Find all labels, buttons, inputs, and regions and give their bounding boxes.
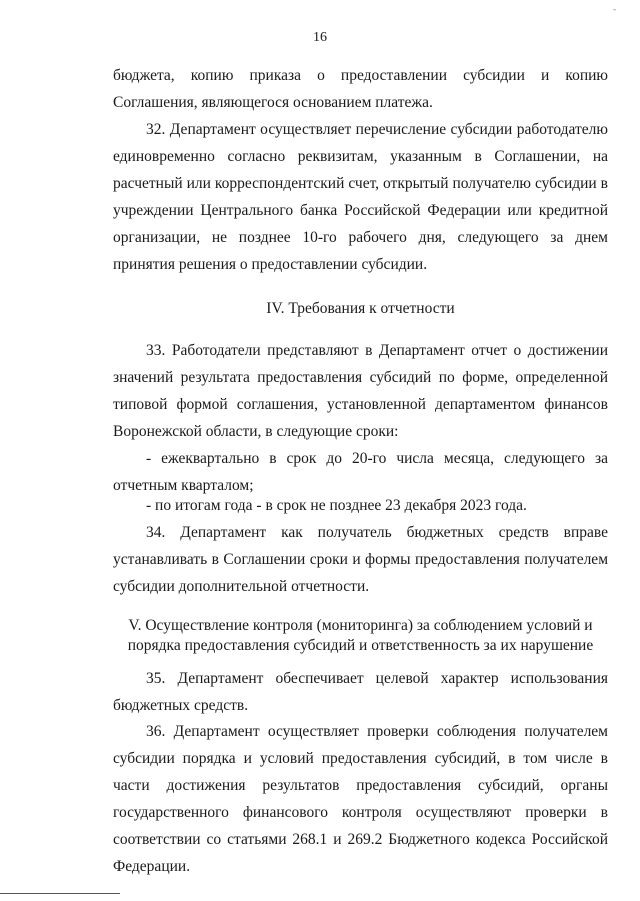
- paragraph-33: 33. Работодатели представляют в Департамент отчет о достижении значений результата предоставления субсидий по форме, определенной типовой формой соглашения, установленной департаментом финансов Воронежской области, в следующие сроки:: [113, 342, 608, 440]
- paragraph-35: 35. Департамент обеспечивает целевой характер использования бюджетных средств.: [113, 670, 608, 714]
- page-number: 16: [313, 30, 327, 45]
- paragraph-36: 36. Департамент осуществляет проверки соблюдения получателем субсидии порядка и условий предоставления субсидий, в том числе в части достижения результатов предоставления субсидий, органы государственного финансового контроля осуществляют проверки в соответствии со статьями 268.1 и 269.2 Бюджетного кодекса Российской Федерации.: [113, 723, 608, 875]
- paragraph-continuation: бюджета, копию приказа о предоставлении субсидии и копию Соглашения, являющегося основанием платежа.: [113, 67, 608, 111]
- section-heading-iv: IV. Требования к отчетности: [266, 300, 455, 317]
- corner-mark: -: [613, 4, 616, 14]
- paragraph-32: 32. Департамент осуществляет перечисление субсидии работодателю единовременно согласно реквизитам, указанным в Соглашении, на расчетный или корреспондентский счет, открытый получателю субсидии в учреждении Центрального банка Российской Федерации или кредитной организации, не позднее 10-го рабочего дня, следующего за днем принятия решения о предоставлении субсидии.: [113, 121, 608, 273]
- footer-rule: [0, 893, 120, 894]
- paragraph-33-item-yearly: - по итогам года - в срок не позднее 23 декабря 2023 года.: [146, 497, 527, 514]
- section-heading-v: V. Осуществление контроля (мониторинга) за соблюдением условий и порядка предоставления субсидий и ответственность за их нарушение: [127, 617, 594, 654]
- paragraph-33-item-quarterly: - ежеквартально в срок до 20-го числа месяца, следующего за отчетным кварталом;: [113, 450, 608, 494]
- paragraph-34: 34. Департамент как получатель бюджетных средств вправе устанавливать в Соглашении сроки и формы предоставления получателем субсидии дополнительной отчетности.: [113, 524, 608, 595]
